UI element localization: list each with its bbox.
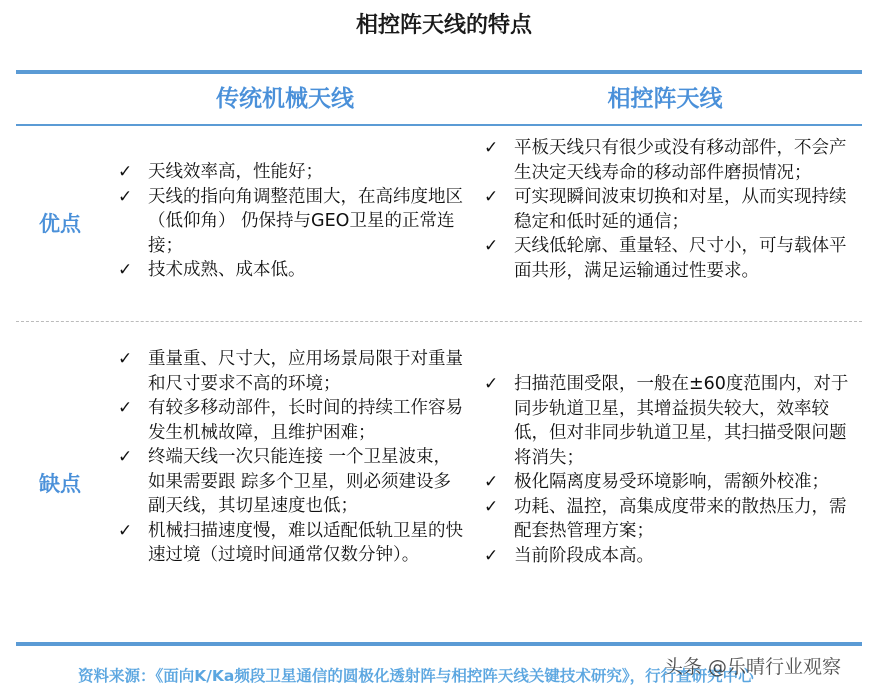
- list-item: [118, 258, 468, 283]
- list-item: [118, 347, 468, 396]
- watermark: 头条 @乐晴行业观察: [664, 656, 842, 678]
- list-item-text: 技术成熟、成本低。: [148, 260, 306, 280]
- check-icon: ✓: [118, 398, 133, 418]
- check-icon: ✓: [484, 374, 499, 394]
- list-item: [118, 160, 468, 185]
- list-item: [484, 136, 856, 185]
- check-icon: ✓: [484, 472, 499, 492]
- list-item-text: 机械扫描速度慢，难以适配低轨卫星的快速过境（过境时间通常仅数分钟）。: [148, 520, 463, 565]
- cell-advantages-mechanical: [118, 160, 468, 283]
- table-top-rule: [16, 70, 862, 74]
- cell-advantages-phased-array: [484, 136, 856, 283]
- check-icon: ✓: [118, 162, 133, 182]
- list-item: [484, 495, 856, 544]
- list-item: [118, 445, 468, 519]
- list-item: [118, 185, 468, 259]
- check-icon: ✓: [118, 260, 133, 280]
- list-item-text: 天线低轮廓、重量轻、尺寸小，可与载体平面共形，满足运输通过性要求。: [514, 236, 847, 281]
- row-divider: [16, 321, 862, 322]
- check-icon: ✓: [484, 187, 499, 207]
- check-icon: ✓: [484, 496, 499, 517]
- row-label-disadvantages: 缺点: [39, 472, 81, 496]
- header-divider: [16, 124, 862, 126]
- cell-disadvantages-mechanical: [118, 347, 468, 568]
- list-item-text: 扫描范围受限，一般在±60度范围内，对于同步轨道卫星，其增益损失较大，效率较低，但对非同步轨道卫星，其扫描受限问题将消失；: [514, 374, 849, 468]
- list-item-text: 终端天线一次只能连接 一个卫星波束，如果需要跟 踪多个卫星，则必须建设多副天线，其切星速度也低；: [148, 447, 452, 516]
- list-item: [118, 396, 468, 445]
- list-item-text: 天线的指向角调整范围大，在高纬度地区（低仰角） 仍保持与GEO卫星的正常连接；: [148, 186, 463, 256]
- page-title: 相控阵天线的特点: [355, 13, 532, 38]
- list-item: [484, 372, 856, 470]
- check-icon: ✓: [484, 236, 499, 256]
- check-icon: ✓: [484, 545, 499, 566]
- list-item: [118, 519, 468, 568]
- list-item: [484, 234, 856, 283]
- check-icon: ✓: [118, 186, 133, 207]
- row-label-advantages: 优点: [39, 212, 81, 236]
- list-item: [484, 544, 856, 569]
- check-icon: ✓: [484, 138, 499, 158]
- list-item-text: 功耗、温控，高集成度带来的散热压力，需配套热管理方案；: [514, 496, 847, 541]
- source-note: 资料来源：《面向K/Ka频段卫星通信的圆极化透射阵与相控阵天线关键技术研究》，行行查研究中心: [78, 667, 754, 685]
- list-item-text: 极化隔离度易受环境影响，需额外校准；: [514, 472, 829, 492]
- check-icon: ✓: [118, 520, 133, 541]
- column-header-mechanical: 传统机械天线: [216, 86, 354, 112]
- list-item-text: 有较多移动部件，长时间的持续工作容易发生机械故障，且维护困难；: [148, 398, 463, 443]
- table-bottom-rule: [16, 642, 862, 646]
- check-icon: ✓: [118, 349, 133, 369]
- list-item: [484, 185, 856, 234]
- list-item-text: 天线效率高，性能好；: [148, 162, 323, 182]
- cell-disadvantages-phased-array: [484, 372, 856, 568]
- list-item-text: 可实现瞬间波束切换和对星，从而实现持续稳定和低时延的通信；: [514, 187, 847, 232]
- list-item-text: 平板天线只有很少或没有移动部件，不会产生决定天线寿命的移动部件磨损情况；: [514, 138, 847, 183]
- check-icon: ✓: [118, 447, 133, 467]
- column-header-phased-array: 相控阵天线: [607, 86, 723, 112]
- list-item: [484, 470, 856, 495]
- list-item-text: 当前阶段成本高。: [514, 545, 654, 566]
- list-item-text: 重量重、尺寸大，应用场景局限于对重量和尺寸要求不高的环境；: [148, 349, 463, 394]
